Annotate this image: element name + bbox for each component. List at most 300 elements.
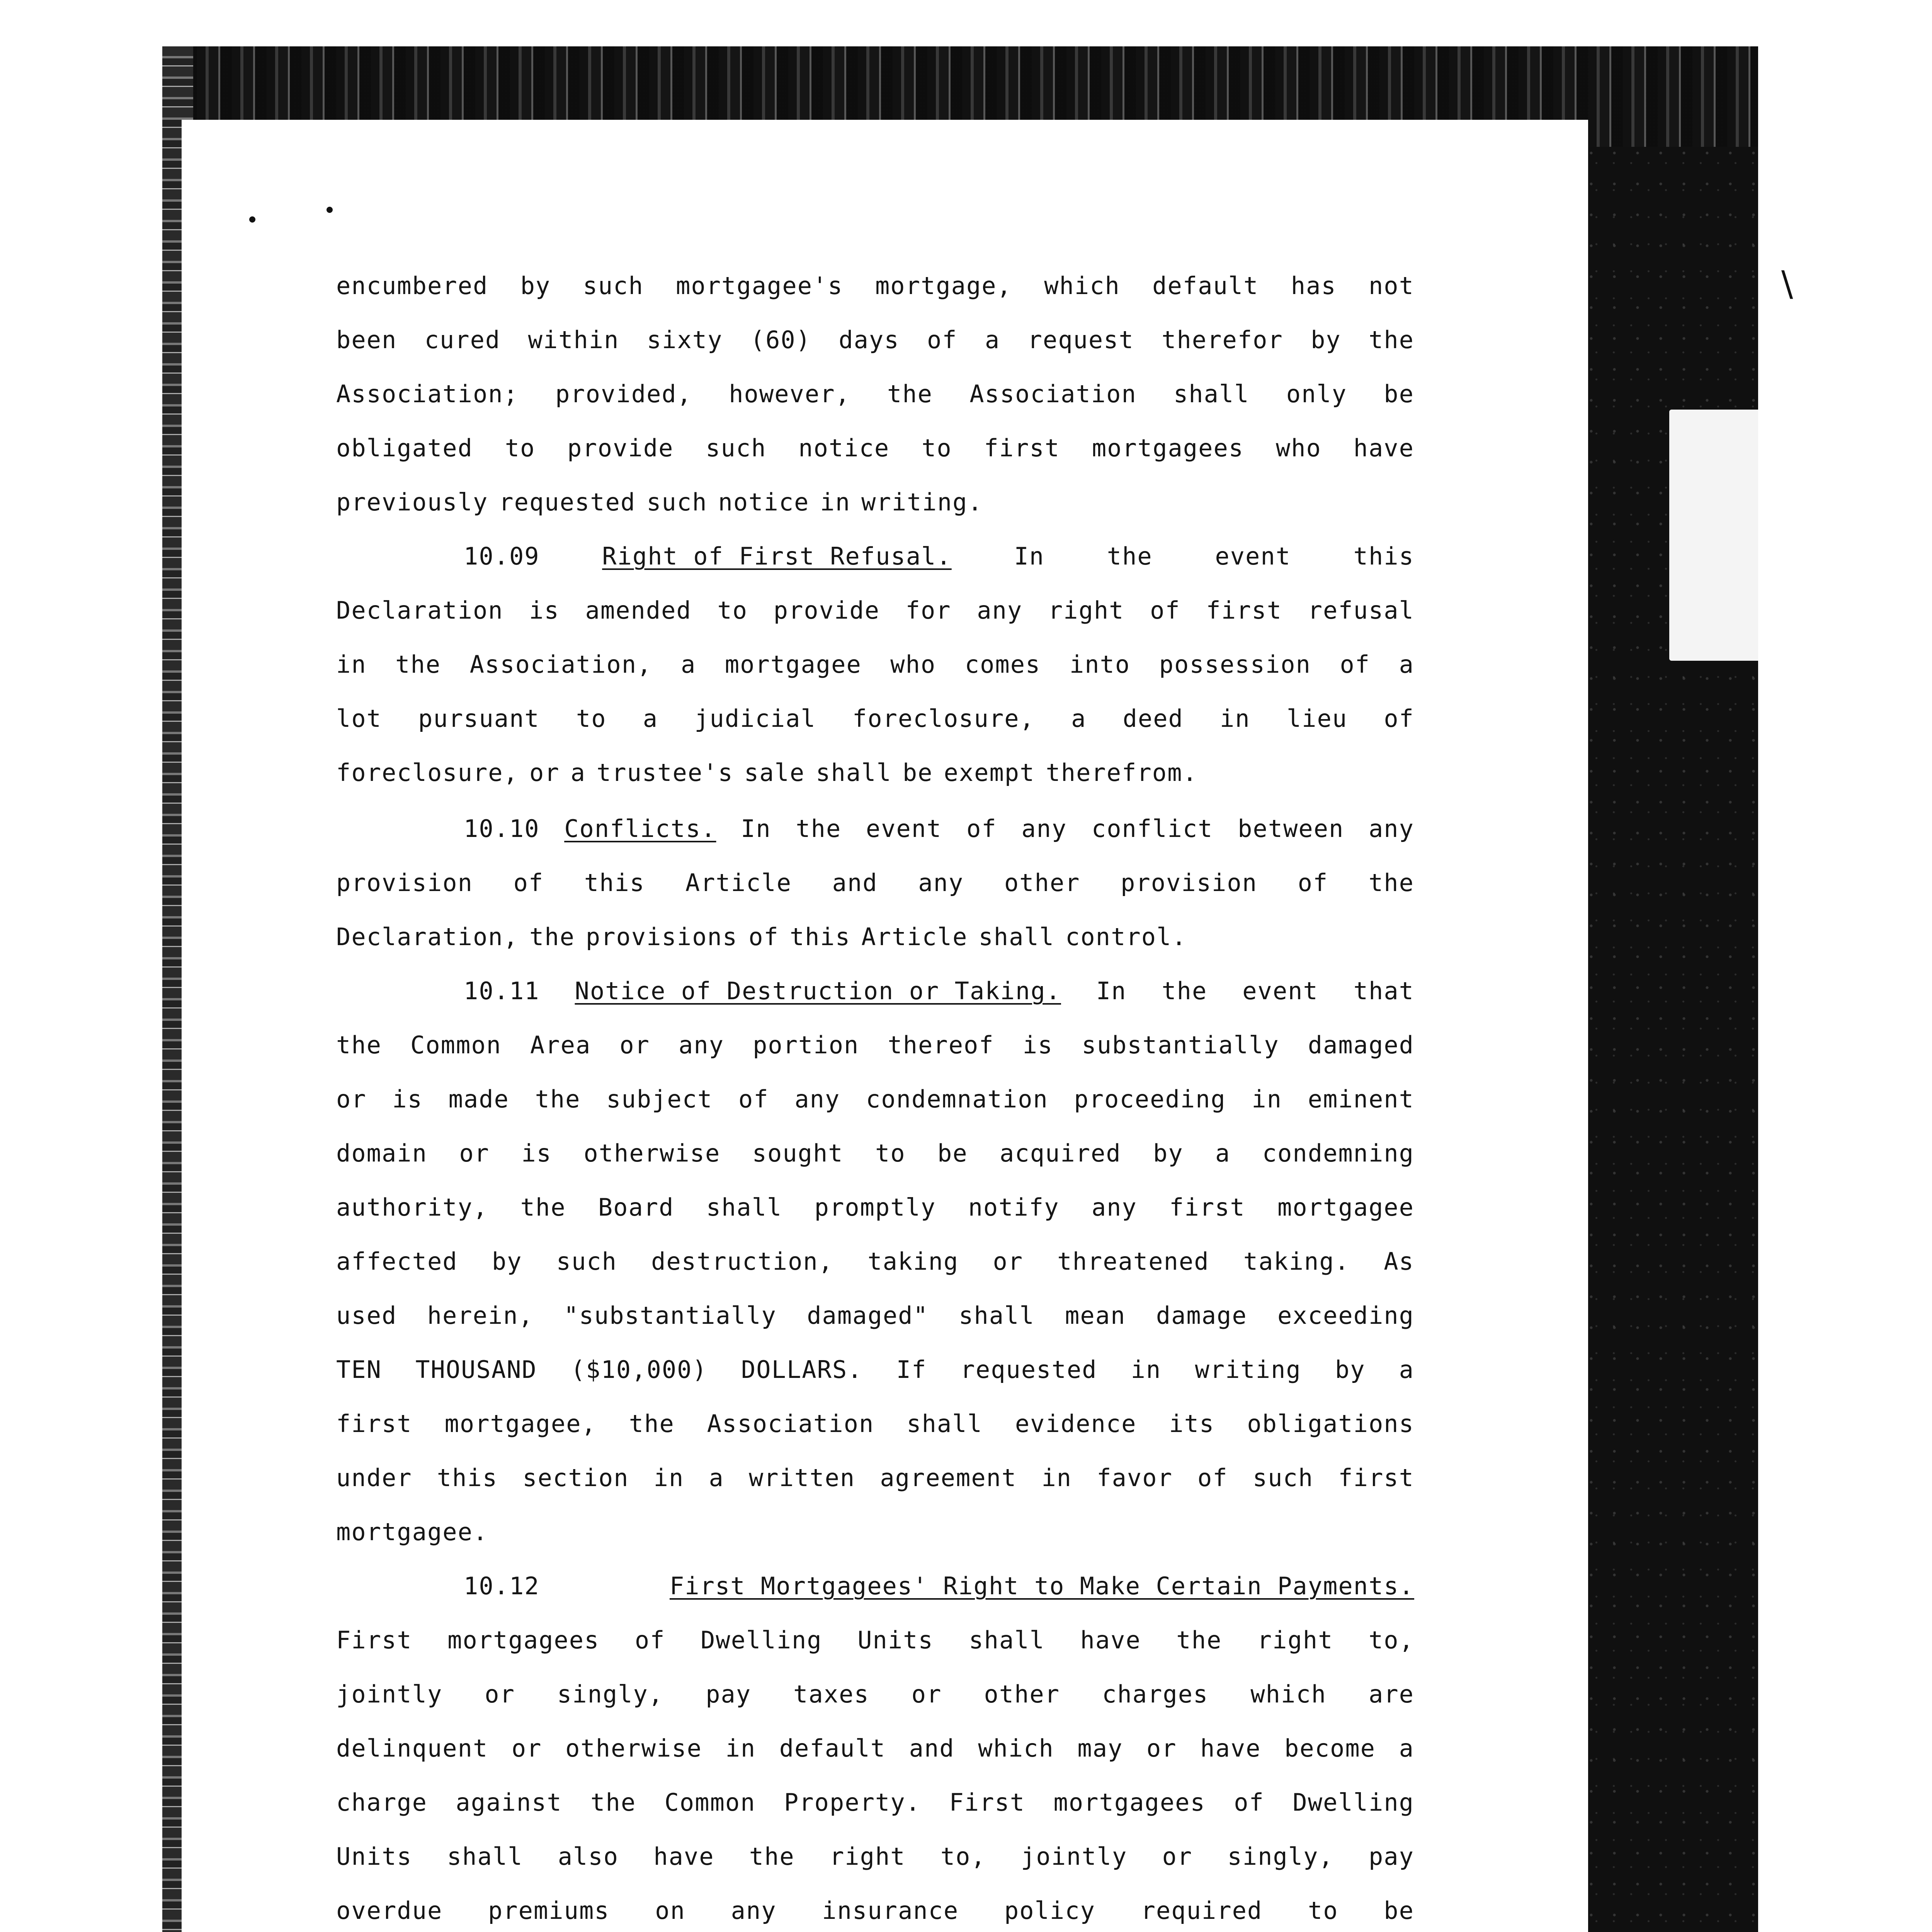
word: charge [336,1788,427,1816]
word: Dwelling [701,1626,822,1654]
word: however, [729,380,850,408]
word: be [1384,380,1414,408]
word: in [820,488,851,516]
word: agreement [880,1464,1017,1492]
word: any [794,1085,840,1113]
word: mean [1065,1301,1126,1330]
word: any [977,596,1023,624]
word: this [789,923,851,951]
word: the [1176,1626,1222,1654]
word: be [902,759,933,787]
word: jointly [1021,1842,1128,1871]
word: provide [773,596,880,624]
word: comes [964,650,1041,679]
word: judicial [694,704,816,733]
word: possession [1159,650,1311,679]
stray-mark [249,216,255,223]
word: In [1014,542,1045,570]
text-line [336,1679,1414,1710]
word: such [556,1247,617,1276]
word: of [748,923,779,951]
word: in [1131,1355,1162,1384]
text-line [336,867,1414,898]
word: who [1276,434,1321,462]
word: the [336,1031,382,1059]
word: in [336,650,367,679]
word: In [741,815,771,843]
word: to, [940,1842,986,1871]
word: which [1250,1680,1327,1708]
word: is [521,1139,552,1167]
word: of [1298,869,1328,897]
word: or [993,1247,1024,1276]
word: the [1107,542,1153,570]
word: cured [424,326,501,354]
word: only [1286,380,1347,408]
text-line [336,922,1414,952]
text-line [464,813,1414,844]
word: obligated [336,434,473,462]
word: (60) [750,326,811,354]
word: in [725,1734,756,1762]
word: been [336,326,397,354]
word: this [1353,542,1414,570]
word: condemnation [866,1085,1048,1113]
word: premiums [488,1896,610,1925]
text-line [464,976,1414,1007]
word: or [336,1085,367,1113]
word: first [1169,1193,1245,1221]
binder-tab [1669,410,1758,661]
word: have [653,1842,714,1871]
word: threatened [1057,1247,1209,1276]
word: first [1206,596,1282,624]
word: refusal [1308,596,1414,624]
word: not [1368,272,1414,300]
word: or [459,1139,490,1167]
word: shall [978,923,1055,951]
text-line [336,1138,1414,1169]
word: foreclosure, [336,759,519,787]
word: section [522,1464,629,1492]
word: a [1071,704,1087,733]
text-line [336,1841,1414,1872]
word: charges [1102,1680,1209,1708]
word: condemning [1262,1139,1414,1167]
section-heading: Notice of Destruction or Taking. [575,977,1061,1005]
word: policy [1004,1896,1095,1925]
word: of [966,815,997,843]
word: also [558,1842,619,1871]
word: a [643,704,658,733]
word: by [1311,326,1341,354]
word: requested [960,1355,1097,1384]
word: shall [816,759,892,787]
word: THOUSAND [415,1355,537,1384]
section-heading: Conflicts. [564,815,716,843]
word: to [576,704,607,733]
word: or [1162,1842,1193,1871]
text-line [336,1625,1414,1656]
word: its [1169,1410,1215,1438]
word: any [679,1031,724,1059]
word: overdue [336,1896,443,1925]
word: provision [1121,869,1258,897]
word: thereof [888,1031,994,1059]
word: become [1284,1734,1376,1762]
word: shall [706,1193,782,1221]
word: provision [336,869,473,897]
word: affected [336,1247,458,1276]
word: Dwelling [1293,1788,1414,1816]
word: obligations [1247,1410,1414,1438]
word: days [838,326,900,354]
word: other [1004,869,1080,897]
word: to [875,1139,906,1167]
word: the [887,380,933,408]
word: of [634,1626,665,1654]
word: pay [706,1680,752,1708]
word: a [985,326,1000,354]
word: sixty [646,326,723,354]
word: Association [707,1410,874,1438]
word: of [1234,1788,1264,1816]
word: first [984,434,1060,462]
word: writing. [861,488,983,516]
text-line [336,1408,1414,1439]
word: made [448,1085,509,1113]
word: therefor [1162,326,1283,354]
word: amended [585,596,692,624]
word: a [1399,1355,1414,1384]
word: mortgagee [724,650,862,679]
word: encumbered [336,272,488,300]
word: 10.12 [464,1572,540,1600]
word: destruction, [651,1247,834,1276]
word: 10.10 [464,815,540,843]
word: any [1368,815,1414,843]
word: mortgagees [1092,434,1244,462]
word: have [1353,434,1414,462]
word: substantially [1082,1031,1279,1059]
word: of [1150,596,1180,624]
word: conflict [1091,815,1213,843]
word: to [922,434,952,462]
word: taxes [793,1680,869,1708]
word: otherwise [583,1139,721,1167]
word: provide [567,434,674,462]
section-heading: Right of First Refusal. [602,542,952,570]
word: acquired [1000,1139,1121,1167]
word: First [336,1626,412,1654]
word: pursuant [418,704,540,733]
word: which [978,1734,1054,1762]
word: authority, [336,1193,488,1221]
text-line [336,379,1414,410]
word: of [738,1085,769,1113]
text-line [336,1300,1414,1331]
text-line [336,1084,1414,1115]
margin-tick-mark: \ [1781,264,1793,304]
word: domain [336,1139,427,1167]
word: DOLLARS. [741,1355,863,1384]
word: shall [969,1626,1045,1654]
word: first [1338,1464,1414,1492]
word: a [681,650,696,679]
word: portion [753,1031,859,1059]
text-line [336,1517,1414,1548]
word: such [646,488,707,516]
word: within [528,326,619,354]
word: in [1220,704,1250,733]
text-line [336,1787,1414,1818]
word: previously [336,488,488,516]
word: the [535,1085,581,1113]
word: for [905,596,951,624]
word: request [1027,326,1134,354]
word: used [336,1301,397,1330]
word: has [1291,272,1337,300]
word: against [456,1788,562,1816]
word: Declaration [336,596,503,624]
word: be [937,1139,968,1167]
word: be [1384,1896,1414,1925]
word: and [909,1734,955,1762]
word: lieu [1286,704,1348,733]
word: a [709,1464,724,1492]
word: in [1041,1464,1072,1492]
word: jointly [336,1680,443,1708]
word: who [890,650,936,679]
word: shall [906,1410,983,1438]
word: required [1141,1896,1263,1925]
text-line [336,595,1414,626]
word: any [918,869,964,897]
word: singly, [557,1680,664,1708]
word: event [1242,977,1318,1005]
word: to [1308,1896,1338,1925]
word: sale [744,759,805,787]
word: subject [606,1085,713,1113]
word: notify [968,1193,1060,1221]
word: the [749,1842,795,1871]
word: provided, [555,380,692,408]
word: have [1080,1626,1141,1654]
word: between [1238,815,1344,843]
word: shall [1173,380,1250,408]
word: control. [1065,923,1187,951]
word: the [629,1410,675,1438]
word: Association, [469,650,652,679]
word: otherwise [565,1734,702,1762]
word: delinquent [336,1734,488,1762]
word: deed [1122,704,1184,733]
word: Property. [784,1788,921,1816]
text-line [336,325,1414,355]
word: to [717,596,748,624]
word: to [505,434,536,462]
word: shall [447,1842,523,1871]
word: 10.09 [464,542,540,570]
word: is [392,1085,423,1113]
word: right [1257,1626,1333,1654]
word: damage [1156,1301,1247,1330]
word: are [1368,1680,1414,1708]
word: eminent [1308,1085,1414,1113]
word: such [706,434,767,462]
word: proceeding [1074,1085,1226,1113]
word: notice [798,434,890,462]
word: a [1399,650,1414,679]
word: a [570,759,586,787]
text-line [336,1733,1414,1764]
word: other [984,1680,1060,1708]
text-line [336,433,1414,464]
word: or [619,1031,650,1059]
text-line [336,1192,1414,1223]
word: a [1215,1139,1231,1167]
word: on [655,1896,685,1925]
word: mortgagees [1053,1788,1206,1816]
word: event [1215,542,1291,570]
word: exempt [944,759,1035,787]
stray-mark [327,207,333,213]
text-line [336,487,1414,518]
word: which [1044,272,1120,300]
word: the [1369,326,1414,354]
word: is [529,596,560,624]
word: herein, [427,1301,534,1330]
word: right [829,1842,906,1871]
word: a [1399,1734,1414,1762]
word: Article [861,923,968,951]
word: of [1384,704,1414,733]
text-line [336,1030,1414,1061]
word: that [1353,977,1414,1005]
word: under [336,1464,412,1492]
text-line [464,541,1414,572]
word: 10.11 [464,977,540,1005]
word: this [437,1464,498,1492]
word: mortgagee, [444,1410,597,1438]
word: by [520,272,551,300]
word: of [1197,1464,1228,1492]
word: to, [1368,1626,1414,1654]
word: Area [530,1031,591,1059]
word: Board [598,1193,674,1221]
word: mortgagees [447,1626,600,1654]
word: Units [336,1842,412,1871]
word: writing [1195,1355,1301,1384]
word: Association; [336,380,519,408]
word: or [529,759,560,787]
word: by [492,1247,522,1276]
word: any [1091,1193,1137,1221]
word: such [1252,1464,1314,1492]
word: TEN [336,1355,382,1384]
word: mortgagee. [336,1518,488,1546]
word: As [1384,1247,1414,1276]
word: damaged" [807,1301,929,1330]
word: into [1069,650,1131,679]
word: the [796,815,842,843]
text-line [336,1463,1414,1493]
text-line [336,703,1414,734]
word: exceeding [1277,1301,1414,1330]
word: shall [959,1301,1035,1330]
word: Units [857,1626,934,1654]
word: may [1077,1734,1123,1762]
word: Common [664,1788,756,1816]
word: taking. [1243,1247,1350,1276]
word: mortgage, [875,272,1012,300]
word: in [1252,1085,1282,1113]
word: have [1200,1734,1261,1762]
word: the [590,1788,636,1816]
text-line [336,1354,1414,1385]
word: Article [685,869,792,897]
word: therefrom. [1046,759,1198,787]
word: ($10,000) [570,1355,707,1384]
word: any [1021,815,1067,843]
word: favor [1097,1464,1173,1492]
word: evidence [1015,1410,1137,1438]
word: provisions [585,923,738,951]
word: requested [499,488,636,516]
text-line [336,1895,1414,1926]
word: trustee's [596,759,733,787]
word: singly, [1227,1842,1334,1871]
word: the [529,923,575,951]
word: In [1096,977,1127,1005]
word: event [866,815,942,843]
section-heading: First Mortgagees' Right to Make Certain Payments. [669,1572,1414,1600]
text-line [336,649,1414,680]
word: this [584,869,645,897]
word: by [1153,1139,1184,1167]
text-line [336,1246,1414,1277]
word: Association [969,380,1137,408]
word: If [896,1355,927,1384]
word: default [1152,272,1259,300]
word: sought [752,1139,844,1167]
word: default [779,1734,886,1762]
text-line [336,270,1414,301]
word: taking [867,1247,959,1276]
word: of [927,326,957,354]
word: notice [718,488,810,516]
text-line [336,757,1414,788]
word: mortgagee's [676,272,843,300]
word: mortgagee [1277,1193,1414,1221]
word: written [748,1464,855,1492]
word: by [1335,1355,1366,1384]
word: or [911,1680,942,1708]
word: first [336,1410,412,1438]
word: foreclosure, [852,704,1035,733]
word: or [485,1680,515,1708]
word: any [731,1896,777,1925]
word: lot [336,704,382,733]
word: Common [410,1031,502,1059]
word: promptly [814,1193,936,1221]
word: or [511,1734,542,1762]
word: is [1022,1031,1053,1059]
word: right [1048,596,1124,624]
word: the [395,650,441,679]
word: First [949,1788,1026,1816]
word: pay [1368,1842,1414,1871]
